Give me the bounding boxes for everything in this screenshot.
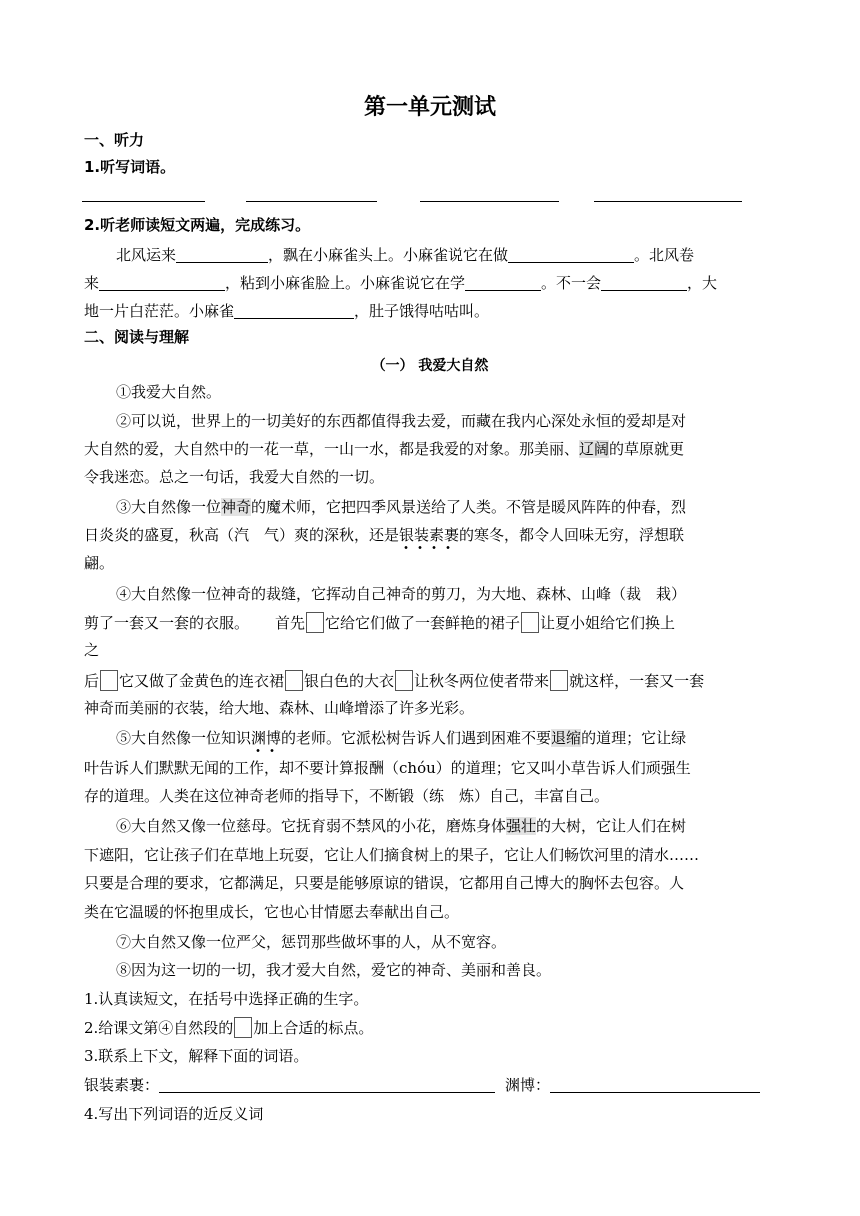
para-2-line-3: 令我迷恋。总之一句话，我爱大自然的一切。 [84, 468, 385, 486]
question-2 [84, 1017, 784, 1038]
text: 的道理；它让绿 [581, 729, 687, 747]
text: ，肚子饿得咕咕叫。 [354, 302, 490, 320]
text: ③大自然像一位 [116, 498, 222, 516]
highlighted-word: 神奇 [221, 498, 252, 516]
highlighted-word: 辽阔 [579, 440, 610, 458]
para-1: ①我爱大自然。 [116, 383, 222, 401]
term-label: 银装素裹： [84, 1076, 160, 1094]
para-3-line-3: 翩。 [84, 554, 115, 572]
punctuation-box[interactable] [100, 670, 118, 691]
punctuation-box[interactable] [521, 612, 539, 633]
section-heading-reading: 二、阅读与理解 [84, 328, 190, 346]
text: 地一片白茫茫。小麻雀 [84, 302, 235, 320]
question-dictation: 1.听写词语。 [84, 158, 176, 176]
para-4-line-1: ④大自然像一位神奇的裁缝，它挥动自己神奇的剪刀，为大地、森林、山峰（裁 栽） [116, 585, 687, 603]
text: 让秋冬两位使者带来 [414, 672, 550, 690]
text: 的魔术师，它把四季风景送给了人类。不管是暖风阵阵的仲春，烈 [251, 498, 687, 516]
question-1: 1.认真读短文，在括号中选择正确的生字。 [84, 990, 369, 1008]
text: 日炎炎的盛夏，秋高（汽 气）爽的深秋，还是 [84, 526, 400, 544]
question-listen-passage: 2.听老师读短文两遍，完成练习。 [84, 216, 311, 234]
passage-line-2 [84, 273, 784, 293]
punctuation-box[interactable] [306, 612, 324, 633]
text: 银白色的大衣 [304, 672, 395, 690]
fill-blank[interactable] [601, 273, 687, 291]
dictation-blank-4[interactable] [594, 201, 742, 202]
fill-blank[interactable] [176, 245, 268, 263]
text: 的老师。它派松树告诉人们遇到困难不要 [281, 729, 552, 747]
text: ，粘到小麻雀脸上。小麻雀说它在学 [225, 274, 466, 292]
answer-line[interactable] [550, 1075, 760, 1093]
para-6-line-1 [84, 816, 816, 836]
dictation-blank-1[interactable] [82, 201, 205, 202]
text: 。北风卷 [634, 246, 695, 264]
punctuation-box[interactable] [285, 670, 303, 691]
dictation-blank-2[interactable] [246, 201, 377, 202]
text: 的寒冬，都令人回味无穷，浮想联 [459, 526, 685, 544]
punctuation-box[interactable] [550, 670, 568, 691]
question-3: 3.联系上下文，解释下面的词语。 [84, 1047, 309, 1065]
text: 的草原就更 [609, 440, 685, 458]
passage-subtitle: （一） 我爱大自然 [371, 358, 489, 374]
page-title: 第一单元测试 [363, 95, 496, 120]
question-3-terms [84, 1075, 784, 1095]
para-3-line-1 [84, 497, 816, 517]
para-4-line-5: 神奇而美丽的衣装，给大地、森林、山峰增添了许多光彩。 [84, 699, 475, 717]
passage-line-3 [84, 301, 784, 321]
text: ，飘在小麻雀头上。小麻雀说它在做 [268, 246, 509, 264]
punctuation-box[interactable] [395, 670, 413, 691]
para-6-line-2: 下遮阳，它让孩子们在草地上玩耍，它让人们摘食树上的果子，它让人们畅饮河里的清水…… [84, 846, 700, 864]
answer-line[interactable] [159, 1075, 495, 1093]
fill-blank[interactable] [99, 273, 225, 291]
text: 它给它们做了一套鲜艳的裙子 [325, 614, 521, 632]
fill-blank[interactable] [508, 245, 634, 263]
text: 就这样，一套又一套 [569, 672, 705, 690]
para-2-line-2 [84, 439, 784, 459]
fill-blank[interactable] [234, 301, 354, 319]
para-5-line-2: 叶告诉人们默默无闻的工作，却不要计算报酬（chóu）的道理；它又叫小草告诉人们顽强生 [84, 759, 691, 777]
fill-blank[interactable] [465, 273, 541, 291]
para-5-line-1 [84, 728, 816, 748]
text: ，大 [687, 274, 718, 292]
question-4: 4.写出下列词语的近反义词 [84, 1105, 264, 1123]
dotted-word: 渊博 [251, 729, 282, 747]
text: 首先 [275, 614, 306, 632]
para-7: ⑦大自然又像一位严父，惩罚那些做坏事的人，从不宽容。 [116, 933, 507, 951]
term-label: 渊博： [505, 1076, 551, 1094]
text: 来 [84, 274, 100, 292]
dictation-blank-3[interactable] [420, 201, 559, 202]
punctuation-box-sample [234, 1017, 252, 1038]
highlighted-word: 退缩 [551, 729, 582, 747]
highlighted-word: 强壮 [506, 817, 537, 835]
section-heading-listening: 一、听力 [84, 131, 145, 149]
para-5-line-3: 存的道理。人类在这位神奇老师的指导下，不断锻（练 炼）自己，丰富自己。 [84, 787, 610, 805]
para-4-line-4 [84, 670, 784, 691]
text: 加上合适的标点。 [253, 1019, 374, 1037]
passage-line-1 [84, 245, 816, 265]
dotted-word: 银装素裹 [399, 526, 460, 544]
text: 它又做了金黄色的连衣裙 [119, 672, 285, 690]
para-6-line-3: 只要是合理的要求，它都满足，只要是能够原谅的错误，它都用自己博大的胸怀去包容。人 [84, 874, 685, 892]
para-2-line-1: ②可以说，世界上的一切美好的东西都值得我去爱，而藏在我内心深处永恒的爱却是对 [116, 412, 687, 430]
text: 北风运来 [116, 246, 177, 264]
text: 2.给课文第④自然段的 [84, 1019, 234, 1037]
text: ⑥大自然又像一位慈母。它抚育弱不禁风的小花，磨炼身体 [116, 817, 507, 835]
text: 大自然的爱，大自然中的一花一草，一山一水，都是我爱的对象。那美丽、 [84, 440, 580, 458]
para-6-line-4: 类在它温暖的怀抱里成长，它也心甘情愿去奉献出自己。 [84, 903, 460, 921]
para-3-line-2 [84, 525, 784, 545]
text: 。不一会 [541, 274, 602, 292]
text: ⑤大自然像一位知识 [116, 729, 252, 747]
text: 后 [84, 672, 100, 690]
para-8: ⑧因为这一切的一切，我才爱大自然，爱它的神奇、美丽和善良。 [116, 961, 552, 979]
text: 的大树，它让人们在树 [536, 817, 687, 835]
para-4-line-2 [84, 612, 784, 633]
para-4-line-3: 之 [84, 641, 100, 659]
text: 让夏小姐给它们换上 [540, 614, 676, 632]
text: 剪了一套又一套的衣服。 [84, 614, 250, 632]
